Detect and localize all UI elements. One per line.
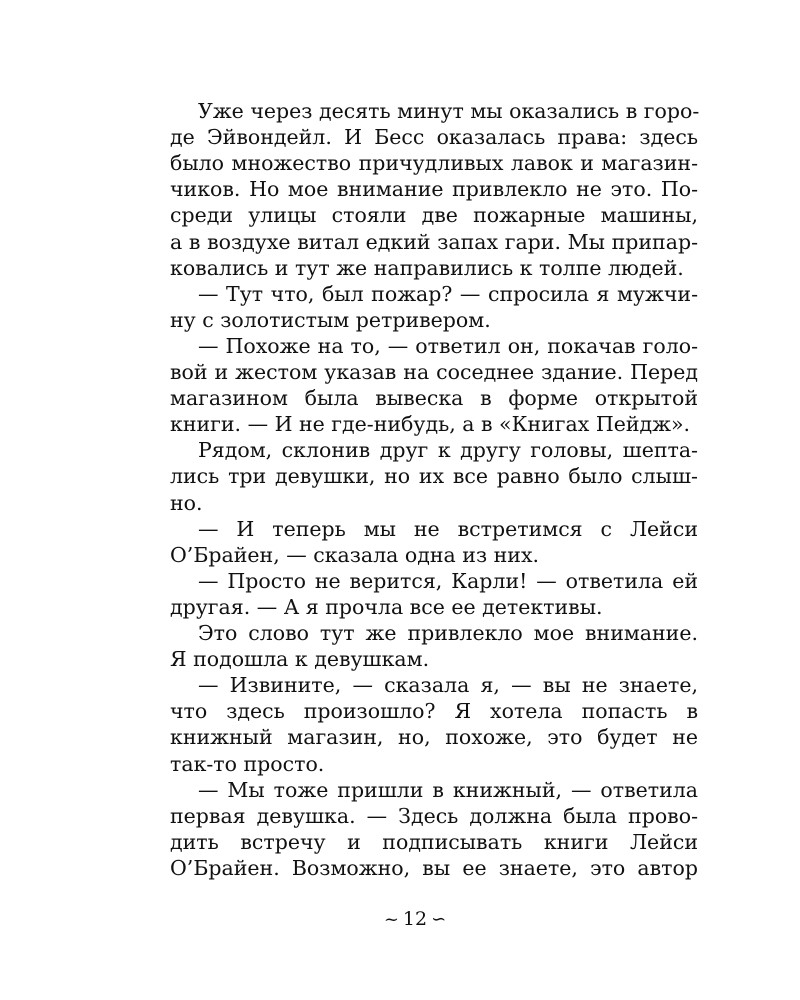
text-line: О’Брайен. Возможно, вы ее знаете, это автор xyxy=(170,855,698,880)
text-line: книжный магазин, но, похоже, это будет не xyxy=(170,725,698,750)
text-line: среди улицы стояли две пожарные машины, xyxy=(170,203,698,228)
page-number: 12 xyxy=(402,908,428,930)
folio-ornament-right-icon: ∽ xyxy=(431,909,447,930)
text-line: а в воздухе витал едкий запах гари. Мы припар- xyxy=(170,229,698,254)
text-line: что здесь произошло? Я хотела попасть в xyxy=(170,699,698,724)
text-line: Рядом, склонив друг к другу головы, шепта- xyxy=(198,438,698,463)
text-line: но. xyxy=(170,490,203,515)
text-line: — Извините, — сказала я, — вы не знаете, xyxy=(198,673,698,698)
text-line: так-то просто. xyxy=(170,751,325,776)
text-line: де Эйвондейл. И Бесс оказалась права: здесь xyxy=(170,125,698,150)
text-line: магазином была вывеска в форме открытой xyxy=(170,386,698,411)
page-number-folio xyxy=(360,904,470,934)
text-line: первая девушка. — Здесь должна была прово- xyxy=(170,803,698,828)
text-line: было множество причудливых лавок и магазин- xyxy=(170,151,698,176)
text-line: ковались и тут же направились к толпе людей. xyxy=(170,255,684,280)
text-line: — Просто не верится, Карли! — ответила ей xyxy=(198,568,698,593)
text-line: — И теперь мы не встретимся с Лейси xyxy=(198,516,698,541)
text-line: Уже через десять минут мы оказались в горо- xyxy=(198,99,700,123)
text-line: лись три девушки, но их все равно было слыш- xyxy=(170,464,698,489)
text-line: другая. — А я прочла все ее детективы. xyxy=(170,594,603,619)
text-line: О’Брайен, — сказала одна из них. xyxy=(170,542,540,567)
text-line: — Мы тоже пришли в книжный, — ответила xyxy=(198,777,698,802)
text-line: книги. — И не где-нибудь, а в «Книгах Пейдж». xyxy=(170,412,691,437)
folio-ornament-left-icon: ~ xyxy=(383,909,399,930)
text-line: ну с золотистым ретривером. xyxy=(170,307,491,332)
text-line: — Тут что, был пожар? — спросила я мужчи- xyxy=(198,281,698,306)
text-line: Я подошла к девушкам. xyxy=(170,647,430,672)
text-line: Это слово тут же привлекло мое внимание. xyxy=(198,621,698,645)
text-line: — Похоже на то, — ответил он, покачав голо- xyxy=(198,333,698,358)
text-line: вой и жестом указав на соседнее здание. Перед xyxy=(170,360,698,384)
text-line: дить встречу и подписывать книги Лейси xyxy=(170,829,698,854)
text-line: чиков. Но мое внимание привлекло не это. По- xyxy=(170,177,698,202)
